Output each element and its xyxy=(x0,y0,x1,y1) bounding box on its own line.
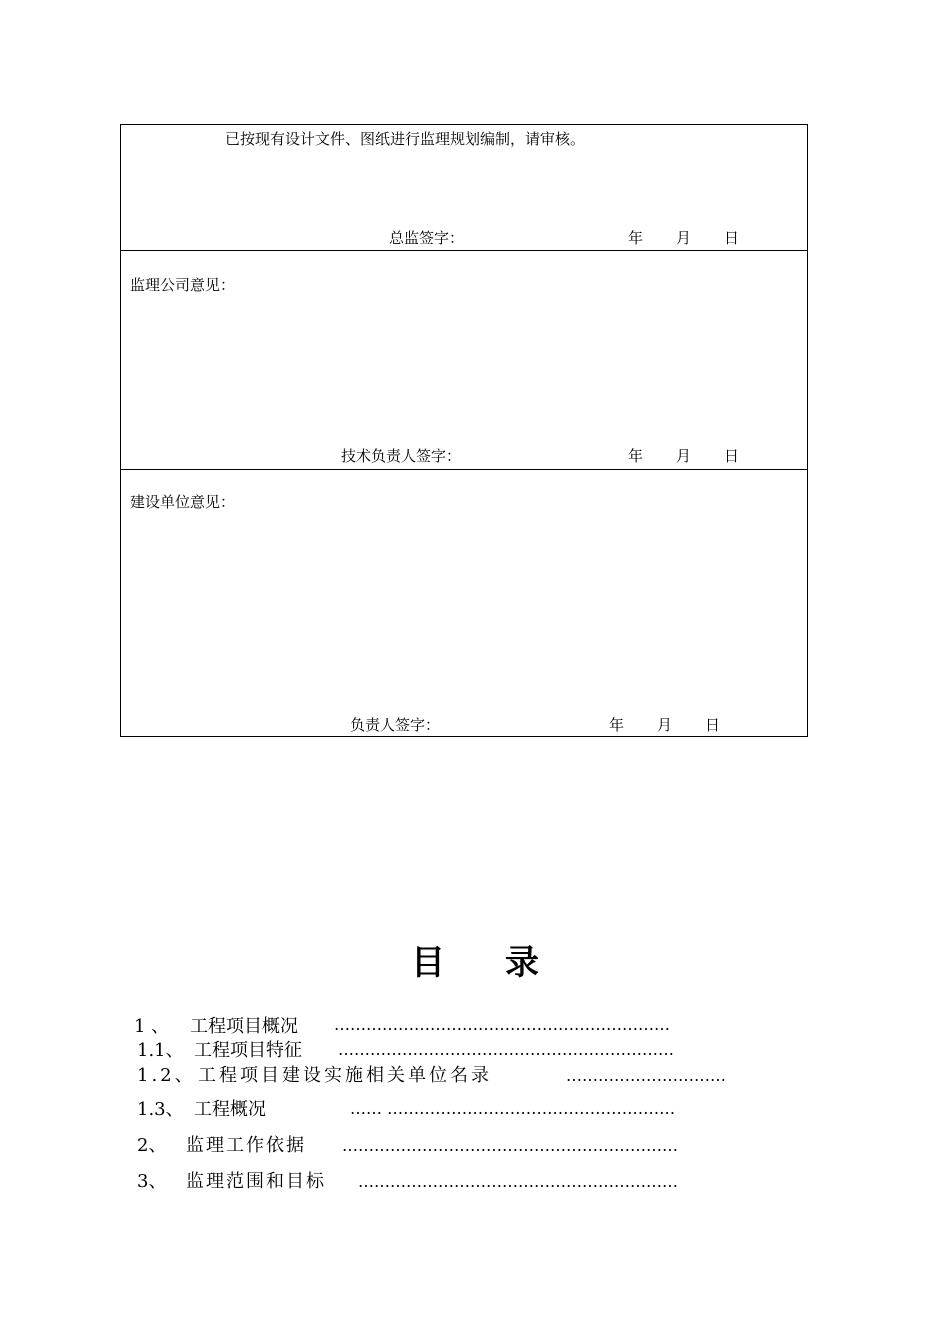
toc-entry-title[interactable]: 监理范围和目标 xyxy=(186,1171,326,1192)
toc-entry-number: 2、 xyxy=(137,1135,167,1156)
day-label: 日 xyxy=(724,447,740,465)
toc-entry-title[interactable]: 工程项目概况 xyxy=(190,1016,298,1037)
day-label: 日 xyxy=(724,229,740,247)
approval-table xyxy=(120,124,808,737)
toc-leader-dots: ………………………… xyxy=(566,1066,726,1085)
month-label: 月 xyxy=(676,229,692,247)
toc-leader-dots: …… ……………………………………………… xyxy=(350,1099,676,1118)
toc-entry-number: 1.1、 xyxy=(137,1040,184,1061)
owner-signature-label: 负责人签字： xyxy=(350,716,441,734)
toc-entry-title[interactable]: 工程项目特征 xyxy=(194,1040,302,1061)
toc-title-char: 录 xyxy=(505,943,539,983)
owner-unit-opinion-label: 建设单位意见： xyxy=(130,493,236,511)
toc-title-char: 目 xyxy=(411,943,445,983)
toc-leader-dots: ……………………………………………………… xyxy=(334,1015,670,1034)
supervision-company-section xyxy=(121,250,807,469)
month-label: 月 xyxy=(657,716,673,734)
year-label: 年 xyxy=(628,229,644,247)
toc-leader-dots: ……………………………………………………… xyxy=(338,1040,674,1059)
year-label: 年 xyxy=(628,447,644,465)
submission-statement: 已按现有设计文件、图纸进行监理规划编制，请审核。 xyxy=(225,130,586,148)
chief-signature-label: 总监签字： xyxy=(389,229,465,247)
toc-leader-dots: ……………………………………………………… xyxy=(342,1136,678,1155)
month-label: 月 xyxy=(676,447,692,465)
toc-entry-number: 3、 xyxy=(137,1171,167,1192)
supervision-company-opinion-label: 监理公司意见： xyxy=(130,276,236,294)
toc-title xyxy=(0,940,950,986)
chief-approval-section xyxy=(121,125,807,250)
year-label: 年 xyxy=(609,716,625,734)
toc-entry-title[interactable]: 监理工作依据 xyxy=(186,1135,306,1156)
toc-leader-dots: …………………………………………………… xyxy=(358,1172,678,1191)
toc-entry-number: 1.3、 xyxy=(137,1099,184,1120)
toc-entry-number: 1 、 xyxy=(134,1016,170,1037)
tech-lead-signature-label: 技术负责人签字： xyxy=(341,447,462,465)
owner-unit-section xyxy=(121,469,807,738)
toc-entry-title[interactable]: 工程项目建设实施相关单位名录 xyxy=(198,1065,492,1086)
day-label: 日 xyxy=(705,716,721,734)
toc-entry-title[interactable]: 工程概况 xyxy=(194,1099,266,1120)
toc-entry-number: 1.2、 xyxy=(137,1065,196,1086)
